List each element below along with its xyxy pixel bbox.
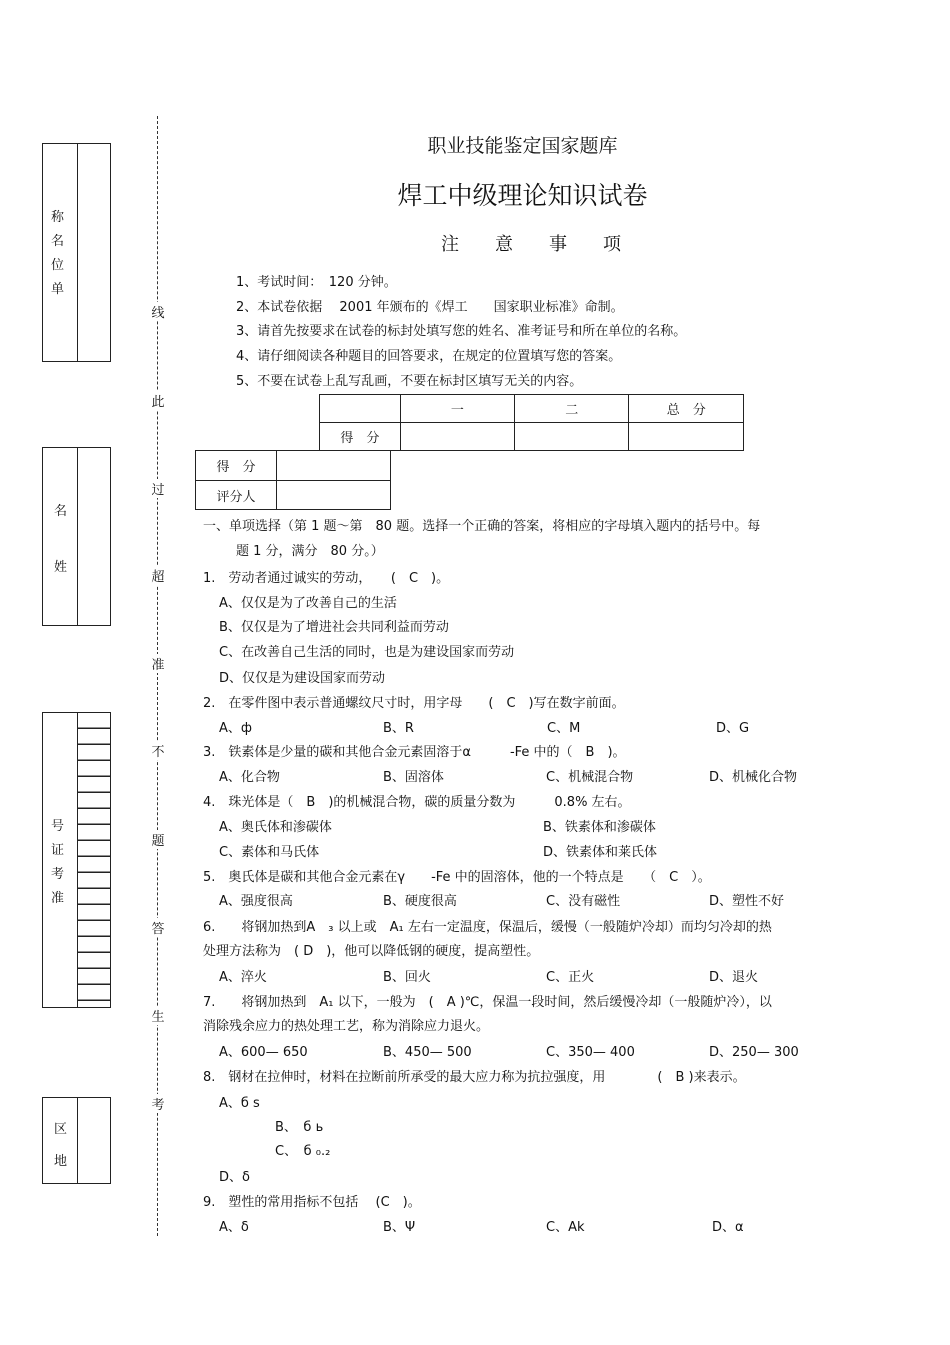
notice-title: 注 意 事 项: [441, 234, 621, 255]
ticket-label-char: 号: [51, 819, 65, 834]
score-table: [319, 394, 744, 451]
option: C、素体和马氏体: [219, 845, 320, 860]
option: C、机械混合物: [546, 770, 634, 785]
score-cell[interactable]: [400, 423, 514, 451]
ticket-seal-box: [42, 712, 111, 1008]
option: C、350— 400: [546, 1045, 635, 1060]
option: D、塑性不好: [709, 894, 785, 909]
option: B、硬度很高: [383, 894, 457, 909]
unit-label-char: 称: [51, 210, 65, 225]
option: C、正火: [546, 970, 595, 985]
option: A、ф: [219, 721, 253, 736]
option: C、 б ₀.₂: [275, 1144, 331, 1159]
seal-char: 答: [150, 918, 166, 937]
unit-label-char: 名: [51, 234, 65, 249]
seal-char: 超: [150, 566, 166, 585]
seal-char: 不: [150, 741, 166, 760]
option: D、δ: [219, 1170, 250, 1185]
option: A、淬火: [219, 970, 267, 985]
region-label-char: 地: [54, 1154, 68, 1169]
seal-char: 线: [150, 302, 166, 321]
option: D、α: [712, 1220, 744, 1235]
unit-label-char: 位: [51, 258, 65, 273]
ticket-number-cells: [78, 713, 111, 1007]
option: C、Ak: [546, 1220, 585, 1235]
grader-label: 评分人: [196, 481, 277, 510]
notice-item: 4、请仔细阅读各种题目的回答要求，在规定的位置填写您的答案。: [236, 349, 622, 364]
notice-item: 3、请首先按要求在试卷的标封处填写您的姓名、准考证号和所在单位的名称。: [236, 324, 687, 339]
option: D、仅仅是为建设国家而劳动: [219, 671, 386, 686]
option: A、δ: [219, 1220, 249, 1235]
option: A、强度很高: [219, 894, 293, 909]
seal-char: 准: [150, 654, 166, 673]
ticket-label: [51, 815, 64, 911]
option: B、固溶体: [383, 770, 444, 785]
question-7: 7. 将钢加热到 A₁ 以下，一般为 ( A )℃，保温一段时间，然后缓慢冷却（一般随炉冷），以: [203, 995, 772, 1010]
option: A、仅仅是为了改善自己的生活: [219, 596, 397, 611]
option: C、M: [547, 721, 581, 736]
exam-title: 焊工中级理论知识试卷: [397, 181, 648, 210]
option: D、G: [716, 721, 750, 736]
seal-char: 此: [150, 391, 166, 410]
notice-item: 5、不要在试卷上乱写乱画，不要在标封区填写无关的内容。: [236, 374, 583, 389]
option: A、б s: [219, 1096, 260, 1111]
seal-char: 题: [150, 830, 166, 849]
option: D、铁素体和莱氏体: [543, 845, 658, 860]
option: B、Ψ: [383, 1220, 416, 1235]
ticket-label-char: 证: [51, 843, 65, 858]
section-instruction-cont: 题 1 分，满分 80 分。）: [236, 544, 384, 559]
option: B、R: [383, 721, 414, 736]
seal-char: 过: [150, 479, 166, 498]
grader-score-label: 得 分: [196, 451, 277, 481]
option: B、回火: [383, 970, 431, 985]
question-5: 5. 奥氏体是碳和其他合金元素在γ -Fe 中的固溶体，他的一个特点是 （ C ）。: [203, 870, 711, 885]
notice-item: 2、本试卷依据 2001 年颁布的《焊工 国家职业标准》命制。: [236, 300, 624, 315]
seal-char: 生: [150, 1006, 166, 1025]
option: A、600— 650: [219, 1045, 308, 1060]
option: A、化合物: [219, 770, 280, 785]
notice-item: 1、考试时间： 120 分钟。: [236, 275, 397, 290]
grader-table: [195, 450, 391, 510]
question-7-cont: 消除残余应力的热处理工艺，称为消除应力退火。: [203, 1019, 490, 1034]
section-instruction: 一、单项选择（第 1 题～第 80 题。选择一个正确的答案，将相应的字母填入题内的括号中。每: [203, 519, 761, 534]
grader-score-cell[interactable]: [277, 451, 391, 481]
question-4: 4. 珠光体是（ B )的机械混合物，碳的质量分数为 0.8% 左右。: [203, 795, 631, 810]
region-seal-box: [42, 1097, 111, 1184]
score-cell[interactable]: [515, 423, 629, 451]
option: D、250— 300: [709, 1045, 799, 1060]
score-table-header-row: [320, 395, 744, 423]
exam-org-title: 职业技能鉴定国家题库: [427, 135, 618, 157]
grader-name-cell[interactable]: [277, 481, 391, 510]
score-table-header: 一: [400, 395, 514, 423]
score-table-row: [320, 423, 744, 451]
region-label-char: 区: [54, 1122, 68, 1137]
name-seal-box: [42, 447, 111, 626]
score-table-header: 二: [515, 395, 629, 423]
ticket-label-char: 考: [51, 867, 65, 882]
question-6-cont: 处理方法称为 ( D )，他可以降低钢的硬度，提高塑性。: [203, 944, 540, 959]
name-label-char: 名: [54, 504, 68, 519]
question-9: 9. 塑性的常用指标不包括 (C )。: [203, 1195, 421, 1210]
region-seal-divider: [77, 1098, 78, 1183]
ticket-label-char: 准: [51, 891, 65, 906]
option: C、在改善自己生活的同时，也是为建设国家而劳动: [219, 645, 515, 660]
name-label-char: 姓: [54, 560, 68, 575]
option: D、机械化合物: [709, 770, 798, 785]
option: B、450— 500: [383, 1045, 472, 1060]
score-table-header: [320, 395, 401, 423]
option: C、没有磁性: [546, 894, 621, 909]
option: A、奥氏体和渗碳体: [219, 820, 332, 835]
question-3: 3. 铁素体是少量的碳和其他合金元素固溶于α -Fe 中的（ B )。: [203, 745, 626, 760]
score-cell[interactable]: [629, 423, 744, 451]
name-seal-divider: [77, 448, 78, 625]
option: B、 б ь: [275, 1120, 324, 1135]
grader-row: [196, 451, 391, 481]
question-1: 1. 劳动者通过诚实的劳动， ( C )。: [203, 571, 450, 586]
seal-dashed-line: [157, 116, 158, 1236]
score-row-label: 得 分: [320, 423, 401, 451]
option: B、铁素体和渗碳体: [543, 820, 656, 835]
score-table-header: 总 分: [629, 395, 744, 423]
unit-label-char: 单: [51, 282, 65, 297]
seal-char: 考: [150, 1094, 166, 1113]
question-6: 6. 将钢加热到A ₃ 以上或 A₁ 左右一定温度，保温后，缓慢（一般随炉冷却）而均匀冷却的热: [203, 920, 772, 935]
question-2: 2. 在零件图中表示普通螺纹尺寸时，用字母 ( C )写在数字前面。: [203, 696, 625, 711]
question-8: 8. 钢材在拉伸时，材料在拉断前所承受的最大应力称为抗拉强度，用 ( B )来表示。: [203, 1070, 746, 1085]
option: B、仅仅是为了增进社会共同利益而劳动: [219, 620, 449, 635]
grader-row: [196, 481, 391, 510]
option: D、退火: [709, 970, 759, 985]
